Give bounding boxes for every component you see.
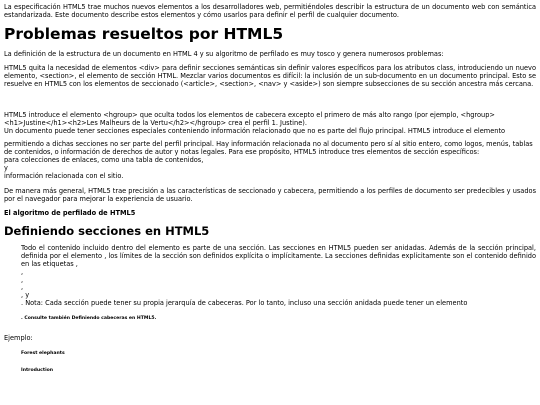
list-item: ,: [21, 283, 24, 291]
conjunction: y: [4, 164, 8, 172]
page-title: Problemas resueltos por HTML5: [4, 25, 284, 43]
general-paragraph: De manera más general, HTML5 trae precisión a las características de seccionado y cabecera, permitiendo a los perfiles de documento ser predecibles y usados por el navegador para mejorar la experiencia de usuario.: [4, 187, 536, 203]
section-element-paragraph: HTML5 quita la necesidad de elementos <div> para definir secciones semánticas sin definir valores específicos para los atributos class, introduciendo un nuevo elemento, <section>, el elemento de sección HTML. Mezclar varios documentos es difícil: la inclusión de un sub-documento en un documento principal. Esto se resuelve en HTML5 con los elementos de seccionado (<article>, <section>, <nav> y <aside>) son siempre subsecciones de su sección ancestra más cercana.: [4, 64, 536, 88]
example-block: [21, 351, 536, 374]
special-sections-text: Un documento puede tener secciones especiales conteniendo información relacionado que no es parte del flujo principal. HTML5 introduce el elemento: [4, 127, 506, 135]
hgroup-paragraph: [4, 111, 536, 135]
nav-description: para colecciones de enlaces, como una tabla de contenidos,: [4, 156, 204, 164]
list-item: ,: [21, 275, 24, 284]
footer-description: información relacionada con el sitio.: [4, 172, 124, 180]
defining-sections-heading: Definiendo secciones en HTML5: [4, 224, 210, 238]
see-also-link[interactable]: . Consulte también Definiendo cabeceras en HTML5.: [21, 316, 157, 321]
list-item: , y: [21, 290, 30, 299]
problems-intro: La definición de la estructura de un documento en HTML 4 y su algoritmo de perfilado es muy tosco y genera numerosos problemas:: [4, 50, 444, 58]
site-sections-paragraph: [4, 140, 536, 180]
example-subheading: Introduction: [21, 368, 54, 373]
site-sections-text: permitiendo a dichas secciones no ser parte del perfil principal. Hay información relacionada no al documento pero sí al sitio entero, como logos, menús, tablas de contenidos, o información de derechos de autor y notas legales. Para ese propósito, HTML5 introduce tres elementos de sección específicos:: [4, 140, 533, 156]
algorithm-heading: El algoritmo de perfilado de HTML5: [4, 209, 136, 217]
hgroup-text: HTML5 introduce el elemento <hgroup> que oculta todos los elementos de cabecera excepto el primero de más alto rango (por ejemplo, <hgroup> <h1>Justine</h1><h2>Les Malheurs de la Vertu</h2></hgroup> crea el perfil 1. Justine).: [4, 111, 495, 127]
note-text: . Nota: Cada sección puede tener su propia jerarquía de cabeceras. Por lo tanto, incluso una sección anidada puede tener un elemento: [21, 299, 468, 307]
list-item: ,: [21, 268, 24, 276]
blank-space: [4, 94, 536, 111]
sections-paragraph: Todo el contenido incluido dentro del elemento es parte de una sección. Las secciones en HTML5 pueden ser anidadas. Además de la sección principal, definida por el elemento , los límites de la sección son definidos explícita o implícitamente. La secciones definidas explícitamente son el contenido definido en las etiquetas ,: [21, 244, 536, 268]
example-label: Ejemplo:: [4, 334, 33, 342]
sections-block: [21, 244, 536, 322]
example-heading: Forest elephants: [21, 351, 65, 356]
intro-paragraph: La especificación HTML5 trae muchos nuevos elementos a los desarrolladores web, permitiéndoles describir la estructura de un documento web con semántica estandarizada. Este documento describe estos elementos y cómo usarlos para definir el perfil de cualquier documento.: [4, 3, 536, 19]
